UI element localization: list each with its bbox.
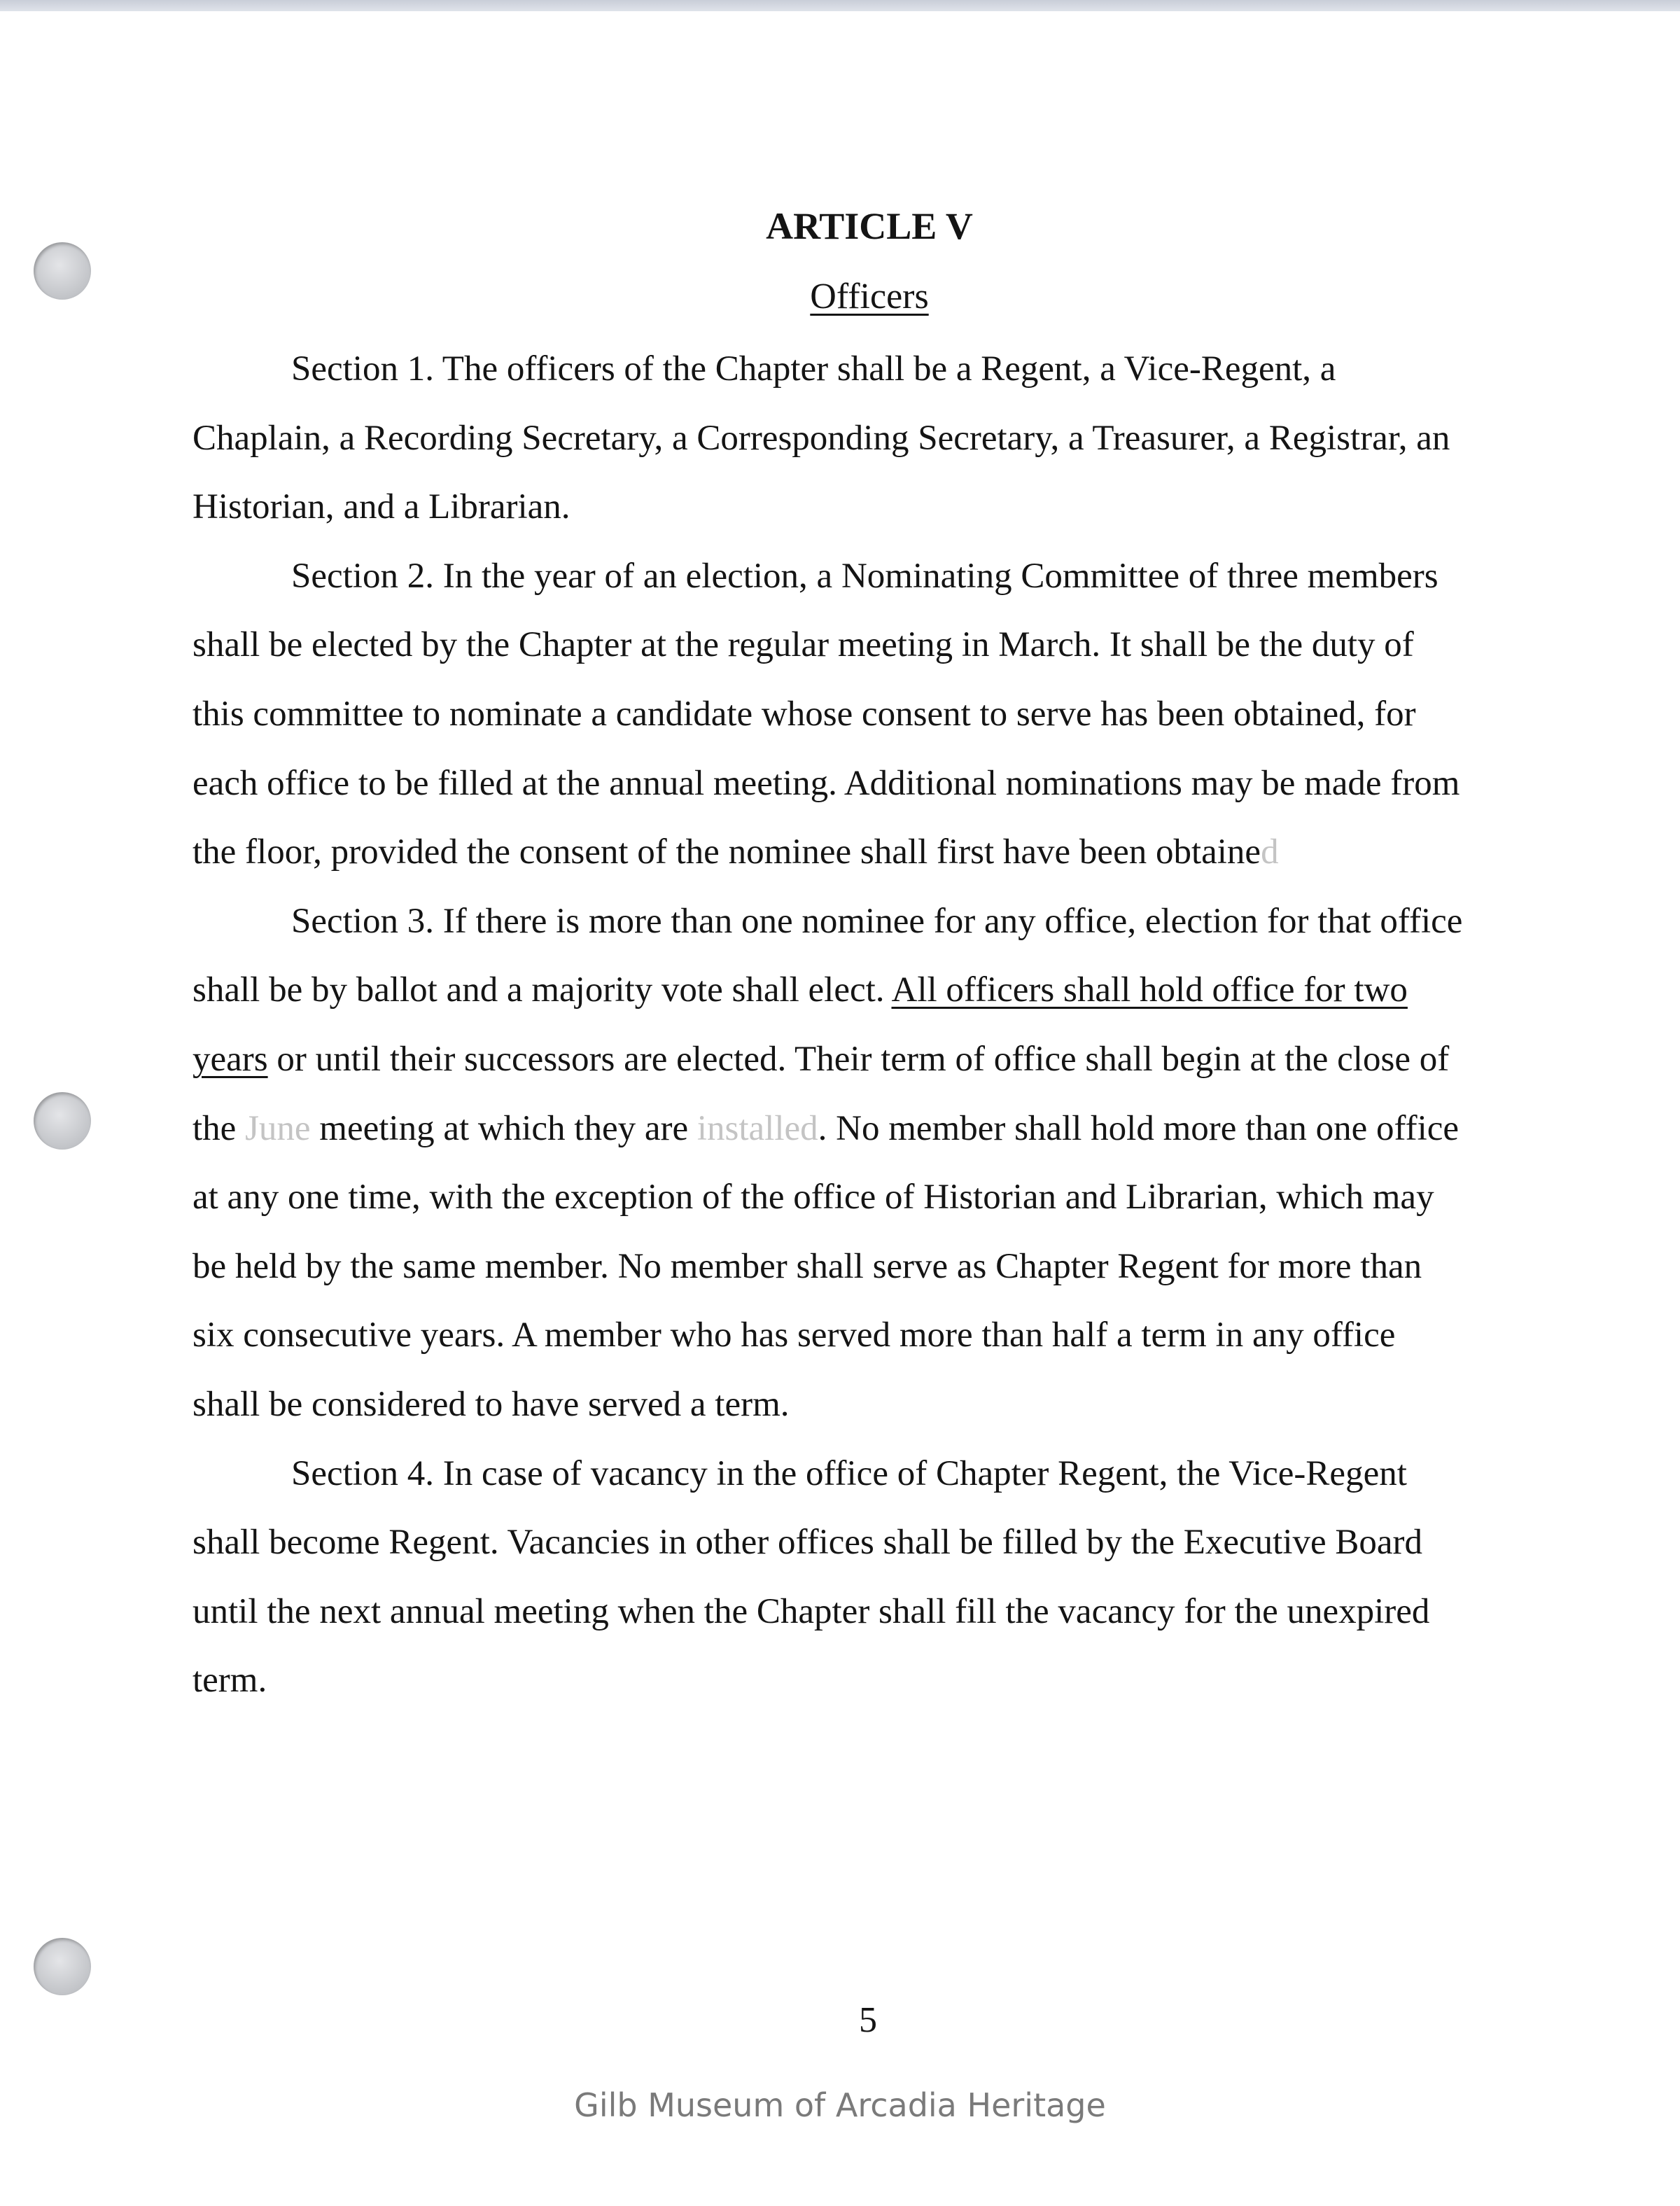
subtitle-text: Officers [810, 277, 929, 316]
article-body [192, 335, 1564, 1715]
faint-text: d [1261, 832, 1279, 872]
text-segment: each office to be filled at the annual meeting. Additional nominations may be made from [192, 763, 1460, 803]
text-line [192, 1232, 1564, 1301]
text-line [192, 1439, 1564, 1509]
text-line [192, 335, 1564, 404]
text-segment: shall be by ballot and a majority vote shall elect. [192, 970, 892, 1010]
article-title: ARTICLE V [766, 205, 973, 247]
text-segment: term. [192, 1661, 267, 1701]
text-line [192, 1577, 1564, 1647]
text-segment: shall become Regent. Vacancies in other offices shall be filled by the Executive Board [192, 1523, 1423, 1563]
text-line [192, 473, 1564, 542]
text-segment: shall be elected by the Chapter at the regular meeting in March. It shall be the duty of [192, 625, 1414, 665]
faint-text: installed [696, 1108, 818, 1148]
text-segment: meeting at which they are [310, 1108, 697, 1148]
text-line [192, 404, 1564, 473]
text-segment: six consecutive years. A member who has served more than half a term in any office [192, 1315, 1396, 1355]
text-line [192, 887, 1564, 956]
text-segment: shall be considered to have served a term. [192, 1384, 790, 1424]
faint-text: June [245, 1108, 311, 1148]
underlined-text: years [192, 1039, 268, 1079]
text-segment: this committee to nominate a candidate whose consent to serve has been obtained, for [192, 694, 1416, 734]
text-segment: . No member shall hold more than one office [818, 1108, 1460, 1148]
text-segment: Section 3. If there is more than one nominee for any office, election for that office [291, 901, 1463, 941]
text-segment: or until their successors are elected. Their term of office shall begin at the close of [267, 1039, 1450, 1079]
text-segment: Historian, and a Librarian. [192, 487, 570, 527]
text-segment: Section 4. In case of vacancy in the office of Chapter Regent, the Vice-Regent [291, 1453, 1407, 1493]
text-segment: the floor, provided the consent of the nominee shall first have been obtaine [192, 832, 1261, 872]
punch-hole [34, 1092, 91, 1150]
article-subtitle [0, 276, 1680, 317]
text-line [192, 680, 1564, 749]
text-line [192, 1370, 1564, 1439]
text-line [192, 1646, 1564, 1715]
text-segment: be held by the same member. No member shall serve as Chapter Regent for more than [192, 1246, 1422, 1286]
punch-hole [34, 1938, 91, 1995]
text-line [192, 1094, 1564, 1164]
scan-top-edge [0, 0, 1680, 11]
text-line [192, 1163, 1564, 1232]
text-segment: Chaplain, a Recording Secretary, a Corresponding Secretary, a Treasurer, a Registrar, an [192, 418, 1450, 458]
text-line [192, 542, 1564, 611]
text-line [192, 1508, 1564, 1577]
text-line [192, 1025, 1564, 1094]
text-line [192, 1301, 1564, 1370]
text-line [192, 610, 1564, 680]
page-number: 5 [859, 2000, 877, 2040]
text-segment: until the next annual meeting when the Chapter shall fill the vacancy for the unexpired [192, 1591, 1430, 1631]
text-line [192, 818, 1564, 887]
text-line [192, 956, 1564, 1025]
text-segment: Section 2. In the year of an election, a Nominating Committee of three members [291, 556, 1438, 596]
text-segment: the [192, 1108, 246, 1148]
underlined-text: All officers shall hold office for two [891, 970, 1408, 1010]
text-segment: Section 1. The officers of the Chapter shall be a Regent, a Vice-Regent, a [291, 349, 1336, 389]
footer-attribution: Gilb Museum of Arcadia Heritage [574, 2086, 1106, 2124]
text-line [192, 749, 1564, 818]
text-segment: at any one time, with the exception of the office of Historian and Librarian, which may [192, 1178, 1434, 1217]
